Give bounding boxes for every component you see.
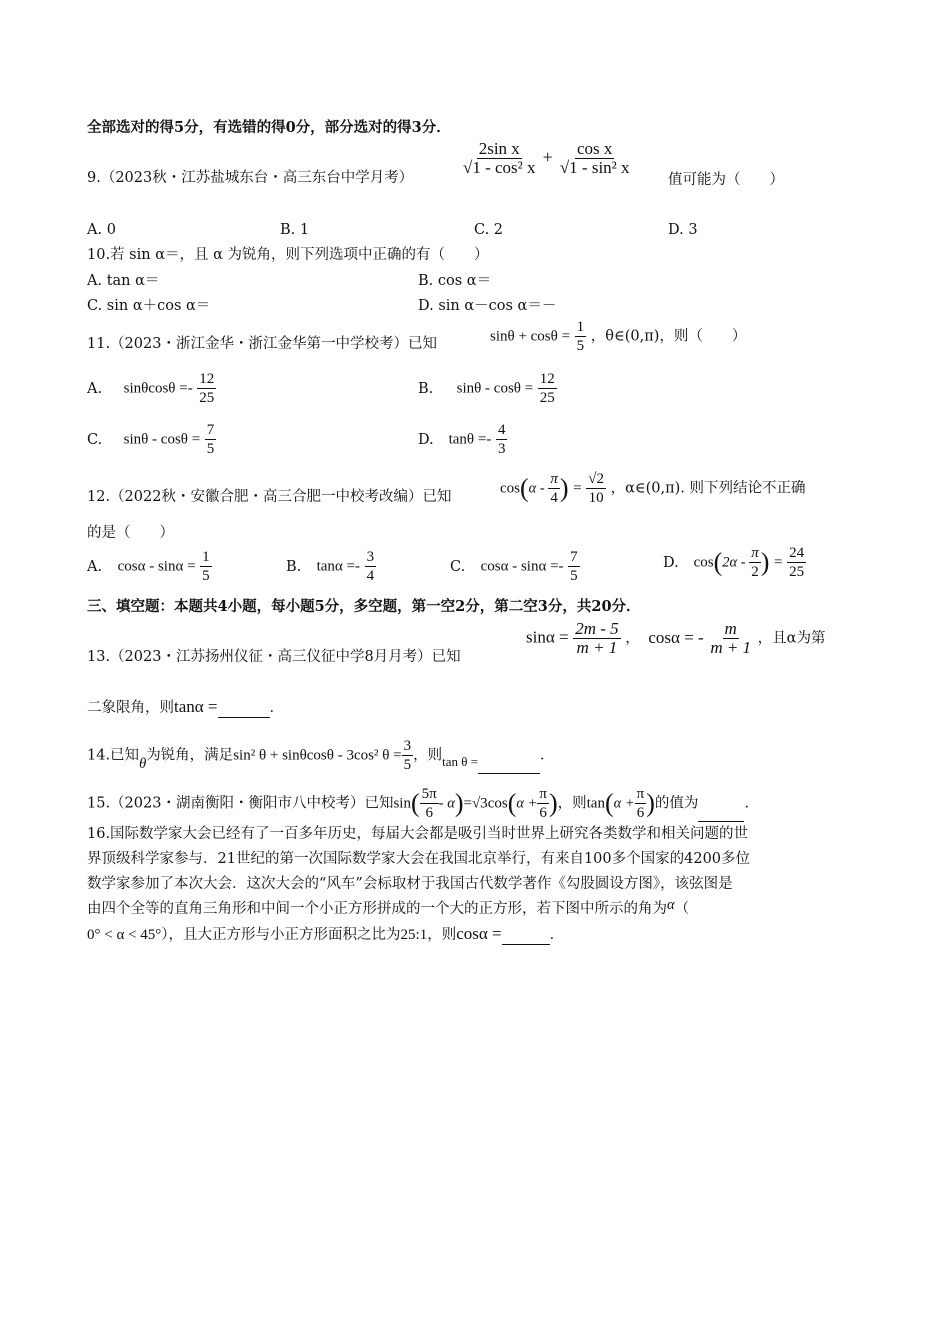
- q10-option-d[interactable]: D. sin α－cos α＝－: [418, 298, 557, 314]
- q12-option-c[interactable]: C. cosα - sinα =- $\frac{7}{5}$: [450, 549, 578, 584]
- q15-line: 15.（2023・湖南衡阳・衡阳市八中校考）已知sin( $\frac{5\pi}{6}$ - α)=√3cos(α + $\frac{\pi}{6}$ )，则tan(α + $\frac{\pi}{6}$ )的值为 .: [87, 786, 750, 821]
- q16-line5: 0° < α < 45°），且大正方形与小正方形面积之比为25:1，则cosα = ．: [87, 924, 565, 943]
- q10-option-c[interactable]: C. sin α＋cos α＝: [87, 298, 211, 314]
- q9-option-d[interactable]: D. 3: [668, 222, 698, 238]
- q12-stem-continued: 的是（ ）: [87, 525, 174, 541]
- q15-answer-blank[interactable]: [698, 807, 744, 822]
- q11-prefix: 11.（2023・浙江金华・浙江金华第一中学校考）已知: [87, 336, 437, 352]
- q16-line1: 16.国际数学家大会已经有了一百多年历史，每届大会都是吸引当时世界上研究各类数学和相关问题的世: [87, 826, 749, 842]
- q13-line2: 二象限角，则tanα = ．: [87, 697, 285, 716]
- q9-option-a[interactable]: A. 0: [87, 222, 116, 238]
- q11-option-c[interactable]: C. sinθ - cosθ = $\frac{7}{5}$: [87, 422, 215, 457]
- q16-answer-blank[interactable]: [502, 930, 550, 945]
- q13-condition: sinα = $\frac{2m - 5}{m + 1}$ ， cosα = - $\frac{m}{m + 1}$ ，且α为第: [526, 619, 826, 657]
- q9-option-c[interactable]: C. 2: [474, 222, 504, 238]
- q13-prefix: 13.（2023・江苏扬州仪征・高三仪征中学8月月考）已知: [87, 649, 461, 665]
- q9-suffix: 值可能为（ ）: [668, 172, 784, 188]
- q12-option-a[interactable]: A. cosα - sinα = $\frac{1}{5}$: [87, 549, 210, 584]
- q16-line2: 界顶级科学家参与．21世纪的第一次国际数学家大会在我国北京举行，有来自100多个国家的4200多位: [87, 851, 751, 867]
- q13-answer-blank[interactable]: [218, 703, 270, 718]
- q12-option-d[interactable]: D. cos(2α - $\frac{\pi}{2}$ ) = $\frac{24}{25}$: [663, 545, 805, 580]
- q14-line: 14.已知θ为锐角，满足sin² θ + sinθcosθ - 3cos² θ = $\frac{3}{5}$ ，则tan θ = ．: [87, 738, 555, 773]
- q16-line4: 由四个全等的直角三角形和中间一个小正方形拼成的一个大的正方形，若下图中所示的角为α（: [87, 897, 690, 917]
- q16-line3: 数学家参加了本次大会．这次大会的“风车”会标取材于我国古代数学著作《勾股圆设方图》，该弦图是: [87, 876, 733, 892]
- q10-stem: 10.若 sin α＝，且 α 为锐角，则下列选项中正确的有（ ）: [87, 247, 489, 263]
- q9-option-b[interactable]: B. 1: [280, 222, 310, 238]
- q12-option-b[interactable]: B. tanα =- $\frac{3}{4}$: [286, 549, 375, 584]
- q11-option-d[interactable]: D. tanθ =- $\frac{4}{3}$: [418, 422, 506, 457]
- q9-expression: $\frac{\text{2sin x}}{\text{√1 - cos² x}}$ + $\frac{\text{cos x}}{\text{√1 - sin² x}}$: [463, 139, 630, 177]
- q14-answer-blank[interactable]: [478, 759, 540, 774]
- q12-condition: cos(α - $\frac{\pi}{4}$ ) = $\frac{√2}{10}$ ，α∈(0,π). 则下列结论不正确: [500, 471, 806, 506]
- q9-prefix: 9.（2023秋・江苏盐城东台・高三东台中学月考）: [87, 170, 414, 186]
- q12-prefix: 12.（2022秋・安徽合肥・高三合肥一中校考改编）已知: [87, 489, 452, 505]
- section-instructions: 全部选对的得5分，有选错的得0分，部分选对的得3分．: [87, 119, 451, 136]
- q11-option-b[interactable]: B. sinθ - cosθ = $\frac{12}{25}$: [418, 371, 555, 406]
- q11-condition: sinθ + cosθ = $\frac{1}{5}$ ，θ∈(0,π)，则（ ）: [490, 319, 747, 354]
- q10-option-b[interactable]: B. cos α＝: [418, 273, 492, 289]
- q10-option-a[interactable]: A. tan α＝: [87, 273, 160, 289]
- q11-option-a[interactable]: A. sinθcosθ =- $\frac{12}{25}$: [87, 371, 215, 406]
- section3-heading: 三、填空题：本题共4小题，每小题5分，多空题，第一空2分，第二空3分，共20分．: [87, 598, 641, 615]
